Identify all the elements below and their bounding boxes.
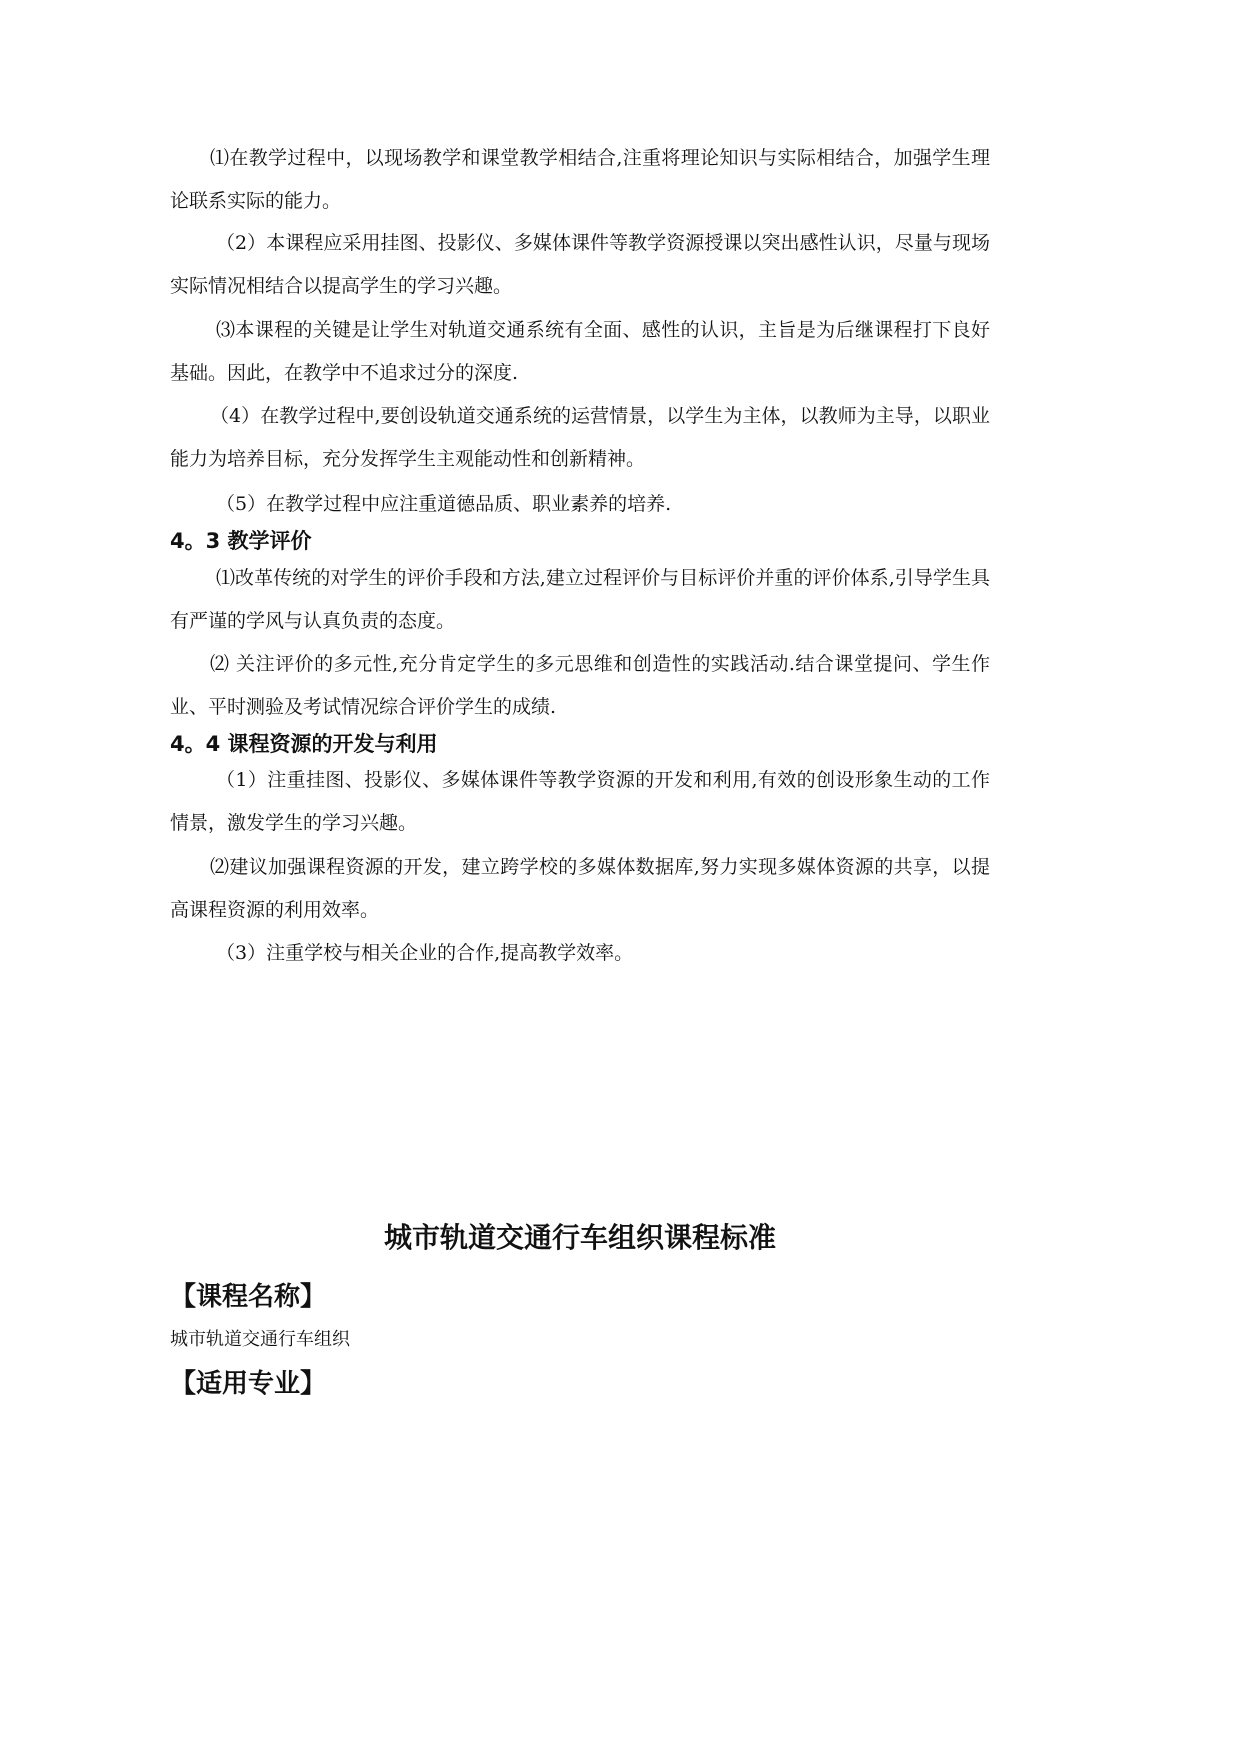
resource-paragraph-3: （3）注重学校与相关企业的合作,提高教学效率。 [216,942,634,964]
resource-paragraph-1: （1）注重挂图、投影仪、多媒体课件等教学资源的开发和利用,有效的创设形象生动的工作情景，激发学生的学习兴趣。 [170,769,990,834]
document-title: 城市轨道交通行车组织课程标准 [383,1221,776,1254]
evaluation-paragraph-1: ⑴改革传统的对学生的评价手段和方法,建立过程评价与目标评价并重的评价体系,引导学生具有严谨的学风与认真负责的态度。 [170,567,990,632]
teaching-suggestion-2: （2）本课程应采用挂图、投影仪、多媒体课件等教学资源授课以突出感性认识，尽量与现场实际情况相结合以提高学生的学习兴趣。 [170,232,990,297]
course-name-label: 【课程名称】 [170,1282,327,1312]
teaching-suggestion-5: （5）在教学过程中应注重道德品质、职业素养的培养. [216,493,672,515]
teaching-suggestion-4: （4）在教学过程中,要创设轨道交通系统的运营情景，以学生为主体，以教师为主导，以职业能力为培养目标，充分发挥学生主观能动性和创新精神。 [170,405,990,470]
section-heading-4-3: 4。3 教学评价 [170,529,312,553]
resource-paragraph-2: ⑵建议加强课程资源的开发，建立跨学校的多媒体数据库,努力实现多媒体资源的共享，以提高课程资源的利用效率。 [170,856,990,921]
section-heading-4-4: 4。4 课程资源的开发与利用 [170,732,438,756]
teaching-suggestion-3: ⑶本课程的关键是让学生对轨道交通系统有全面、感性的认识，主旨是为后继课程打下良好基础。因此，在教学中不追求过分的深度. [170,319,990,384]
teaching-suggestion-1: ⑴在教学过程中，以现场教学和课堂教学相结合,注重将理论知识与实际相结合，加强学生理论联系实际的能力。 [170,147,990,212]
evaluation-paragraph-2: ⑵ 关注评价的多元性,充分肯定学生的多元思维和创造性的实践活动.结合课堂提问、学生作业、平时测验及考试情况综合评价学生的成绩. [170,653,990,718]
course-name: 城市轨道交通行车组织 [170,1329,350,1350]
applicable-major-label: 【适用专业】 [170,1369,327,1399]
